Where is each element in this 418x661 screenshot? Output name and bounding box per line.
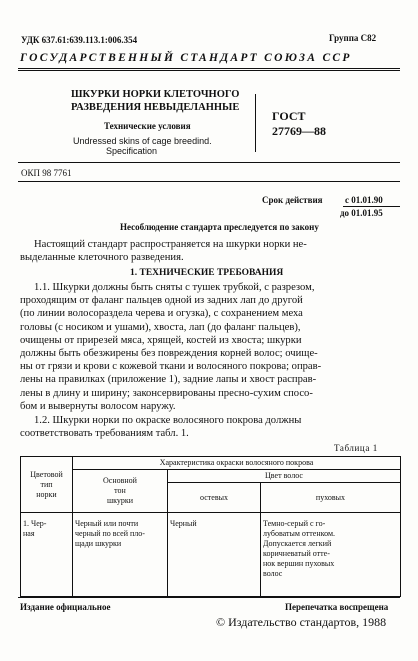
- p12-line: соответствовать требованиям табл. 1.: [20, 428, 189, 440]
- col-header-down: пуховых: [261, 483, 401, 513]
- p11-line: бом и вывернуты волосом наружу.: [20, 400, 176, 412]
- validity-label: Срок действия: [262, 195, 323, 205]
- header-rule-2: [18, 70, 400, 71]
- gost-number: 27769—88: [272, 124, 326, 138]
- p11-line: лены в длину и ширину; законсервированы пресно-сухим спосо-: [20, 387, 313, 399]
- footer-rule: [18, 597, 400, 598]
- header-rule: [18, 68, 400, 69]
- cell-main-tone: Черный или почти черный по всей пло- щади шкурки: [73, 513, 168, 597]
- intro-paragraph: [20, 238, 401, 264]
- hair-color-header: Цвет волос: [168, 470, 401, 483]
- paragraph-1-1: [20, 281, 401, 413]
- state-standard-line: ГОСУДАРСТВЕННЫЙ СТАНДАРТ СОЮЗА ССР: [20, 52, 352, 64]
- p11-line: (по линии волосораздела черева и огузка), с сохранением меха: [20, 308, 303, 320]
- subtitle: Технические условия: [104, 121, 191, 131]
- p12-line: 1.2. Шкурки норки по окраске волосяного покрова должны: [34, 415, 302, 426]
- validity-to: до 01.01.95: [340, 208, 383, 218]
- validity-from: с 01.01.90: [345, 195, 383, 205]
- p11-line: проходящим от фаланг пальцев одной из задних лап до другой: [20, 295, 303, 307]
- official-edition: Издание официальное: [20, 602, 111, 612]
- cell-guard: Черный: [168, 513, 261, 597]
- title-rule: [18, 162, 400, 163]
- english-title-line1: Undressed skins of cage breedind.: [73, 136, 212, 146]
- col-header-main-tone: Основной тон шкурки: [73, 470, 168, 513]
- okp-code: ОКП 98 7761: [21, 168, 72, 178]
- law-notice: Несоблюдение стандарта преследуется по закону: [120, 222, 319, 232]
- table-label: Таблица 1: [334, 443, 378, 453]
- p11-line: ны от грязи и крови с кожевой ткани и волосяного покрова; оправ-: [20, 361, 322, 373]
- intro-line: Настоящий стандарт распространяется на шкурки норки не-: [34, 239, 307, 250]
- p11-line: очищены от прирезей мяса, хрящей, костей из хвоста; шкурки: [20, 334, 302, 346]
- copyright: © Издательство стандартов, 1988: [216, 615, 387, 629]
- section-heading: 1. ТЕХНИЧЕСКИЕ ТРЕБОВАНИЯ: [130, 268, 284, 278]
- p11-line: головы (с носиком и ушами), хвоста, лап (до фаланг пальцев),: [20, 321, 301, 333]
- paragraph-1-2: [20, 414, 401, 440]
- validity-rule: [343, 206, 400, 207]
- group-header: Характеристика окраски волосяного покрова: [73, 457, 401, 470]
- reprint-notice: Перепечатка воспрещена: [285, 602, 389, 612]
- title-line1: ШКУРКИ НОРКИ КЛЕТОЧНОГО: [71, 89, 240, 100]
- title-line2: РАЗВЕДЕНИЯ НЕВЫДЕЛАННЫЕ: [71, 102, 240, 113]
- intro-line: выделанные клеточного разведения.: [20, 252, 184, 264]
- p11-line: лены на правилках (приложение 1), задние лапы и хвост расправ-: [20, 374, 317, 386]
- col-header-guard: остевых: [168, 483, 261, 513]
- p11-line: 1.1. Шкурки должны быть сняты с тушек трубкой, с разрезом,: [34, 282, 315, 293]
- gost-label: ГОСТ: [272, 109, 306, 123]
- cell-type: 1. Чер- ная: [21, 513, 73, 597]
- col-header-type: Цветовой тип норки: [21, 457, 73, 513]
- group-code: Группа С82: [329, 33, 377, 43]
- okp-rule: [18, 181, 400, 182]
- english-title-line2: Specification: [106, 146, 158, 156]
- udk-code: УДК 637.61:639.113.1:006.354: [21, 35, 138, 45]
- title-divider: [255, 94, 256, 152]
- cell-down: Темно-серый с го- лубоватым оттенком. Допускается легкий коричневатый отте- нок вершин пуховых волос: [261, 513, 401, 597]
- table-1: [20, 456, 401, 597]
- table-row: [21, 513, 401, 597]
- p11-line: должны быть обезжирены без повреждения корней волос; очище-: [20, 348, 318, 360]
